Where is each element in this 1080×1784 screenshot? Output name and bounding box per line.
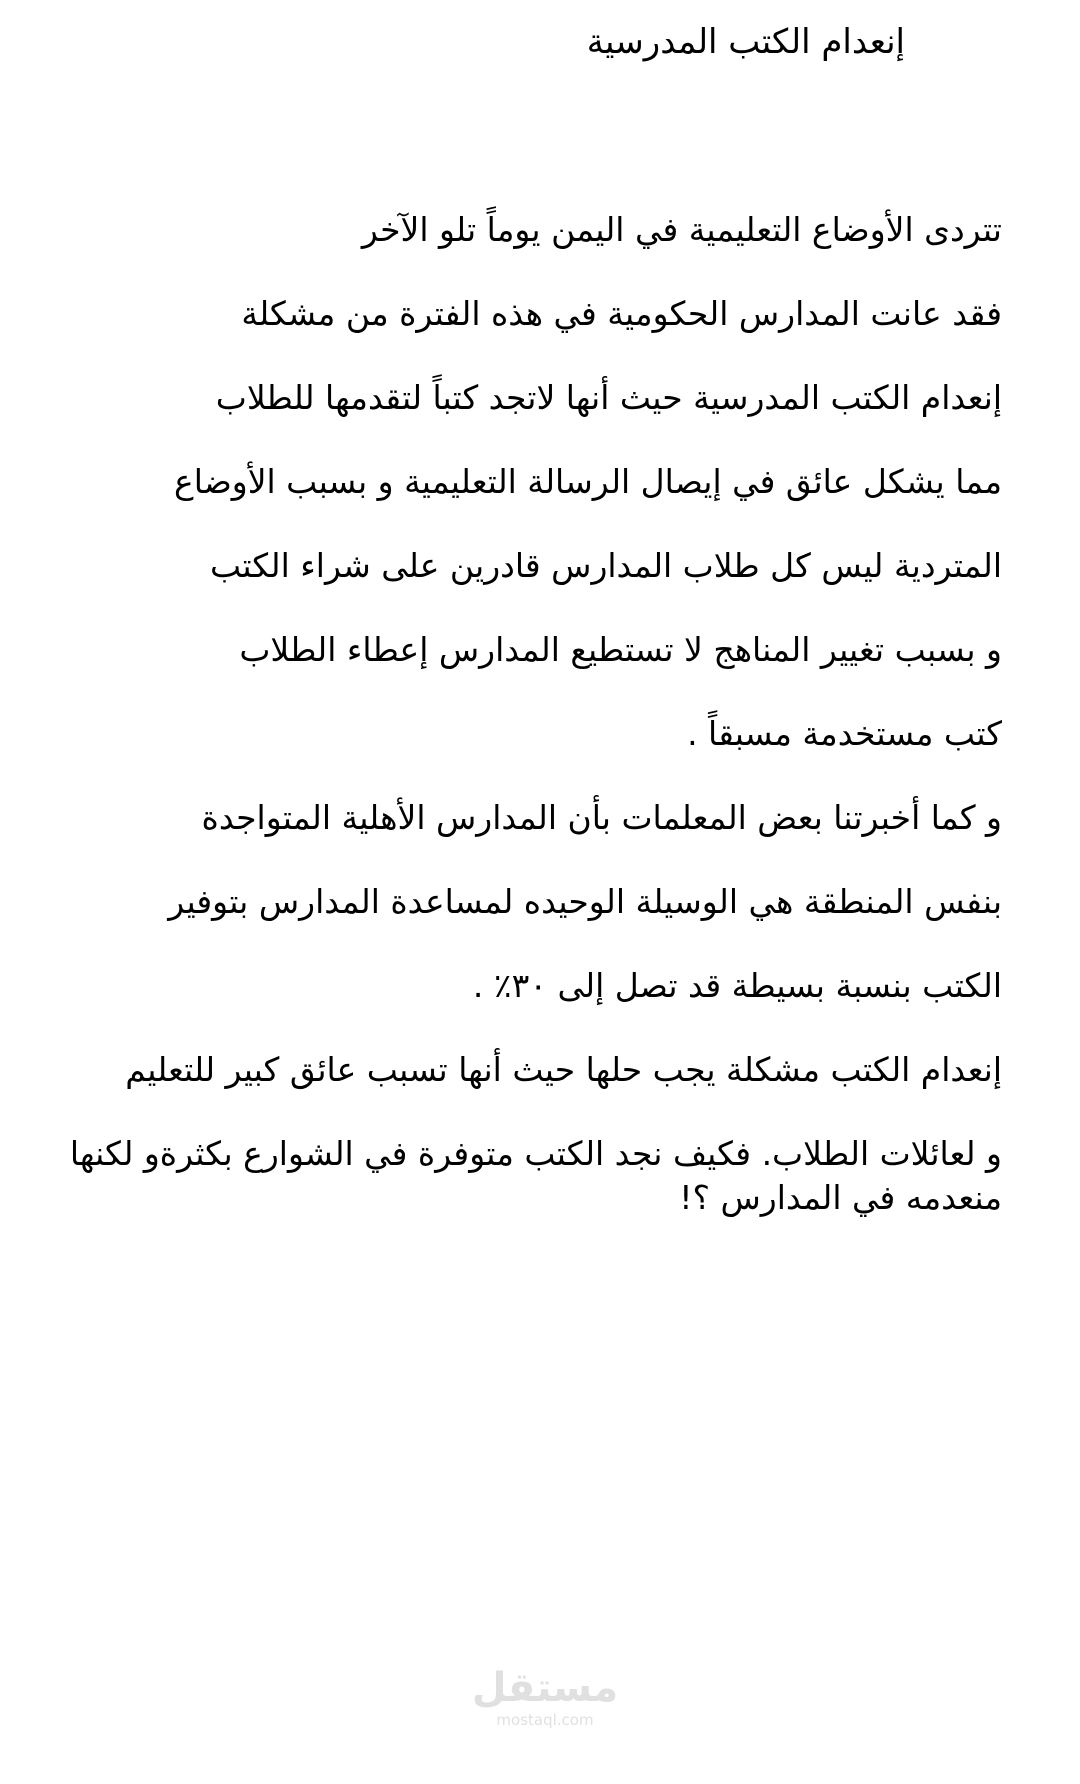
body-line: و بسبب تغيير المناهج لا تستطيع المدارس إعطاء الطلاب bbox=[239, 630, 1002, 669]
body-line: و لعائلات الطلاب. فكيف نجد الكتب متوفرة في الشوارع بكثرةو لكنها bbox=[69, 1134, 1002, 1173]
body-line: بنفس المنطقة هي الوسيلة الوحيده لمساعدة المدارس بتوفير bbox=[168, 882, 1002, 921]
body-line: فقد عانت المدارس الحكومية في هذه الفترة من مشكلة bbox=[241, 294, 1002, 333]
body-line: منعدمه في المدارس ؟! bbox=[679, 1178, 1002, 1217]
body-line: كتب مستخدمة مسبقاً . bbox=[687, 714, 1002, 753]
body-line: المتردية ليس كل طلاب المدارس قادرين على شراء الكتب bbox=[209, 546, 1002, 585]
body-line: الكتب بنسبة بسيطة قد تصل إلى ٣٠٪ . bbox=[472, 966, 1002, 1005]
body-line: و كما أخبرتنا بعض المعلمات بأن المدارس الأهلية المتواجدة bbox=[201, 798, 1002, 837]
watermark-logo-text: مستقل bbox=[471, 1665, 619, 1711]
body-line: مما يشكل عائق في إيصال الرسالة التعليمية و بسبب الأوضاع bbox=[174, 462, 1002, 501]
body-line: تتردى الأوضاع التعليمية في اليمن يوماً تلو الآخر bbox=[361, 210, 1002, 249]
watermark-domain: mostaql.com bbox=[496, 1711, 594, 1729]
body-line: إنعدام الكتب مشكلة يجب حلها حيث أنها تسبب عائق كبير للتعليم bbox=[125, 1050, 1002, 1089]
mostaql-watermark bbox=[470, 1665, 620, 1729]
body-line: إنعدام الكتب المدرسية حيث أنها لاتجد كتباً لتقدمها للطلاب bbox=[215, 378, 1002, 417]
document-title: إنعدام الكتب المدرسية bbox=[586, 22, 905, 62]
